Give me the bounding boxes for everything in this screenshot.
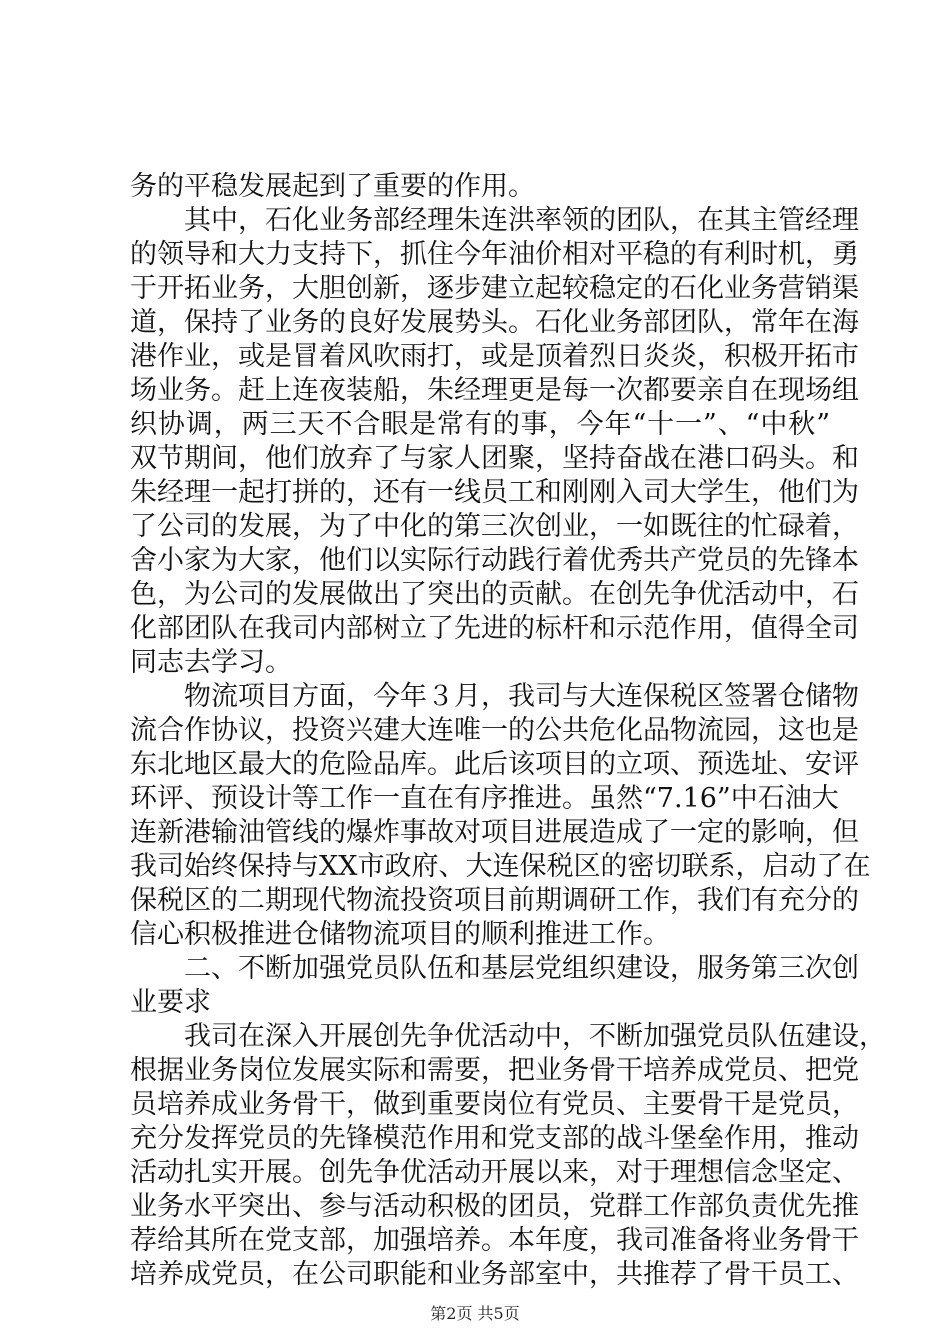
text-line: 活动扎实开展。创先争优活动开展以来，对于理想信念坚定、 (130, 1157, 859, 1188)
text-line: 东北地区最大的危险品库。此后该项目的立项、预选址、安评 (130, 749, 859, 780)
text-line: 的领导和大力支持下，抓住今年油价相对平稳的有利时机，勇 (130, 239, 859, 270)
text-line: 其中，石化业务部经理朱连洪率领的团队，在其主管经理 (130, 205, 859, 236)
text-line: 道，保持了业务的良好发展势头。石化业务部团队，常年在海 (130, 307, 859, 338)
text-line: 于开拓业务，大胆创新，逐步建立起较稳定的石化业务营销渠 (130, 273, 859, 304)
text-line: 信心积极推进仓储物流项目的顺利推进工作。 (130, 919, 670, 950)
text-line: 了公司的发展，为了中化的第三次创业，一如既往的忙碌着， (130, 511, 859, 542)
text-line: 舍小家为大家，他们以实际行动践行着优秀共产党员的先锋本 (130, 545, 859, 576)
text-line: 业要求 (130, 987, 211, 1018)
text-line: 织协调，两三天不合眼是常有的事，今年“十一”、“中秋” (130, 409, 830, 440)
text-line: 荐给其所在党支部，加强培养。本年度，我司准备将业务骨干 (130, 1225, 859, 1256)
text-line: 连新港输油管线的爆炸事故对项目进展造成了一定的影响，但 (130, 817, 859, 848)
text-line: 员培养成业务骨干，做到重要岗位有党员、主要骨干是党员， (130, 1089, 859, 1120)
text-line: 色，为公司的发展做出了突出的贡献。在创先争优活动中，石 (130, 579, 859, 610)
text-line: 朱经理一起打拼的，还有一线员工和刚刚入司大学生，他们为 (130, 477, 859, 508)
text-line: 二、不断加强党员队伍和基层党组织建设，服务第三次创 (130, 953, 859, 984)
text-line: 物流项目方面，今年３月，我司与大连保税区签署仓储物 (130, 681, 859, 712)
text-line: 根据业务岗位发展实际和需要，把业务骨干培养成党员、把党 (130, 1055, 859, 1086)
text-line: 同志去学习。 (130, 647, 292, 678)
text-line: 培养成党员，在公司职能和业务部室中，共推荐了骨干员工、 (130, 1259, 859, 1290)
text-line: 化部团队在我司内部树立了先进的标杆和示范作用，值得全司 (130, 613, 859, 644)
text-line: 环评、预设计等工作一直在有序推进。虽然“7.16”中石油大 (130, 783, 839, 814)
text-line: 业务水平突出、参与活动积极的团员，党群工作部负责优先推 (130, 1191, 859, 1222)
text-line: 务的平稳发展起到了重要的作用。 (130, 171, 535, 202)
page-footer: 第2页 共5页 (430, 1304, 520, 1323)
text-line: 流合作协议，投资兴建大连唯一的公共危化品物流园，这也是 (130, 715, 859, 746)
text-line: 保税区的二期现代物流投资项目前期调研工作，我们有充分的 (130, 885, 859, 916)
text-line: 我司始终保持与XX市政府、大连保税区的密切联系，启动了在 (130, 851, 871, 882)
text-line: 双节期间，他们放弃了与家人团聚，坚持奋战在港口码头。和 (130, 443, 859, 474)
text-line: 充分发挥党员的先锋模范作用和党支部的战斗堡垒作用，推动 (130, 1123, 859, 1154)
text-line: 场业务。赶上连夜装船，朱经理更是每一次都要亲自在现场组 (130, 375, 859, 406)
text-line: 我司在深入开展创先争优活动中，不断加强党员队伍建设， (130, 1021, 886, 1052)
text-line: 港作业，或是冒着风吹雨打，或是顶着烈日炎炎，积极开拓市 (130, 341, 859, 372)
